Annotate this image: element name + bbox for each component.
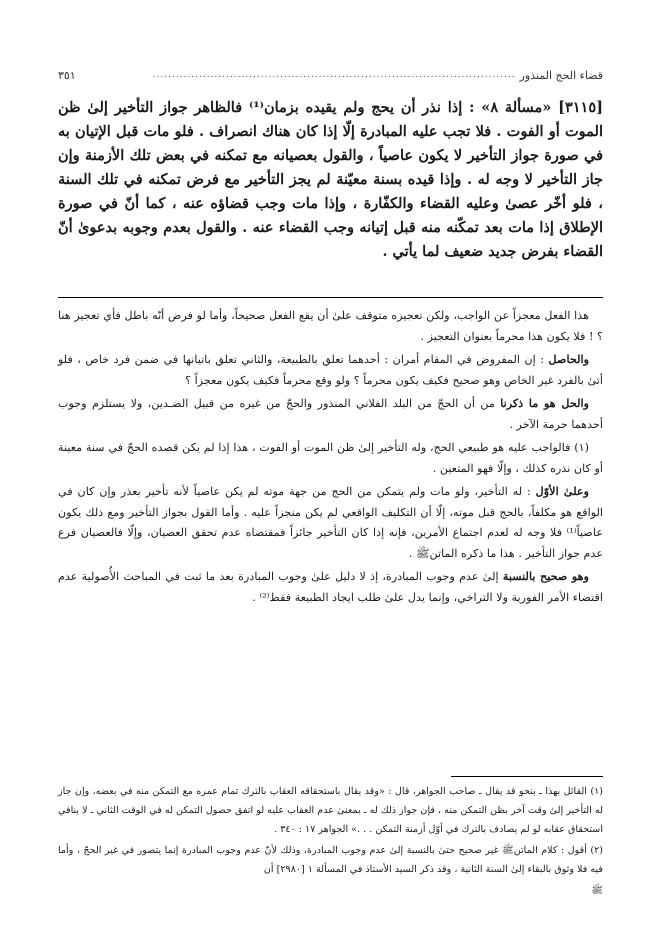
commentary-paragraph: والحل هو ما ذكرنا من أن الحجّ من البلد الفلاني المنذور والحجّ من غيره من قبيل الضـدين، ولا يستلزم وجوب أحدهما حرمة الآخر .: [58, 396, 603, 431]
commentary-paragraph: وهو صحيح بالنسبة إلىٰ عدم وجوب المبادرة، إذ لا دليل علىٰ وجوب المبادرة بعد ما ثبت في المباحث الأُصولية عدم اقتضاء الأمر الفورية ولا التراخي، وإنما يدل علىٰ طلب ايجاد الطبيعة فقط⁽²⁾ .: [58, 569, 603, 604]
chapter-title: قضاء الحج المنذور: [519, 68, 603, 82]
commentary: [58, 305, 603, 610]
dot-leader: ..............................................................................................: [152, 70, 516, 80]
page-number: ٣٥١: [58, 68, 76, 82]
footnote: (٢) أقول : كلام الماتنﷺ غير صحيح حتىٰ بالنسبة إلىٰ عدم وجوب المبادرة، وذلك لأنّ عدم وجوب المبادرة إنما يتصور في غير الحجّ ، وأما فيه فلا وثوق بالبقاء إلىٰ السنة الثانية ، وقد ذكر السيد الأستاذ في المسألة ١ [٢٩٨٠] أن: [58, 845, 603, 875]
commentary-paragraph: هذا الفعل معجزاً عن الواجب، ولكن تعجيزه متوقف علىٰ أن يقع الفعل صحيحاً، وأما لو فرض أنّه باطل فأي تعجيز هنا ؟ ! فلا يكون هذا محرماً بعنوان التعجيز .: [58, 309, 603, 343]
footnote: (١) القائل بهذا ـ بنحو قد يقال ـ صاحب الجواهر، قال : «وقد يقال باستحقاقه العقاب بالترك تمام عمره مع التمكن منه في بعضه، وإن جاز له التأخير إلىٰ وقت آخر بظن التمكن منه ، فإن جواز ذلك له ـ بمعنىٰ عدم العقاب عليه لو اتفق حصول التمكن له في الوقت الثاني ـ لا ينافي استحقاق عقابه لو لم يصادف بالترك في أوّل أزمنة التمكن . . .» الجواهر ١٧ : ٣٤٠ .: [58, 786, 603, 835]
commentary-paragraph: وعلىٰ الأوّل : له التأخير، ولو مات ولم يتمكن من الحج من جهة موته لم يكن عاصياً لأنه تأخير بعذر وإن كان في الواقع هو مكلفاً، بالحج قبل موته، إلّا أن التكليف الواقعي لم يكن منجزاً عليه . وأما القول بجواز التأخير ومع ذلك يكون عاصياً⁽¹⁾ فلا وجه له لعدم اجتماع الأمرين، فإنه إذا كان التأخير جائزاً فمقتضاه عدم تحقق العصيان، وإلّا فالعصيان فرع عدم جواز التأخير . هذا ما ذكره الماتنﷺ .: [58, 484, 603, 560]
footnote-separator: [451, 776, 603, 777]
running-header: [58, 66, 603, 84]
divider: [58, 297, 603, 298]
main-paragraph: [٣١١٥] «مسألة ٨» : إذا نذر أن يحج ولم يقيده بزمان⁽¹⁾ فالظاهر جواز التأخير إلىٰ ظن الموت أو الفوت . فلا تجب عليه المبادرة إلّا إذا كان هناك انصراف . فلو مات قبل الإتيان به في صورة جواز التأخير لا يكون عاصياً ، والقول بعصيانه مع تمكنه في بعض تلك الأزمنة وإن جاز التأخير لا وجه له . وإذا قيده بسنة معيّنة لم يجز التأخير مع فرض تمكنه في تلك السنة ، فلو أخّر عصىٰ وعليه القضاء والكفّارة ، وإذا مات وجب قضاؤه عنه ، كما أنّ في صورة الإطلاق إذا مات بعد تمكّنه منه قبل إتيانه وجب القضاء عنه . والقول بعدم وجوبه بدعوىٰ أنّ القضاء بفرض جديد ضعيف لما يأتي .: [58, 99, 603, 260]
main-text: [58, 96, 603, 264]
commentary-paragraph: والحاصل : إن المفروض في المقام أمران : أحدهما تعلق بالطبيعة، والثاني تعلق باتيانها في ضمن فرد خاص ، فلو أتىٰ بالفرد غير الخاص وهو صحيح فكيف يكون محرماً ؟ ولو وقع محرماً فكيف يكون معجزاً ؟: [58, 352, 603, 387]
footnote-continuation-mark: ﷺ: [591, 885, 603, 896]
commentary-paragraph: (١) فالواجب عليه هو طبيعي الحج، وله التأخير إلىٰ ظن الموت أو الفوت ، هذا إذا لم يكن قصده الحجّ في سنة معينة أو كان نذره كذلك ، وإلّا فهو المتعين .: [58, 441, 603, 475]
footnotes: [58, 782, 603, 902]
